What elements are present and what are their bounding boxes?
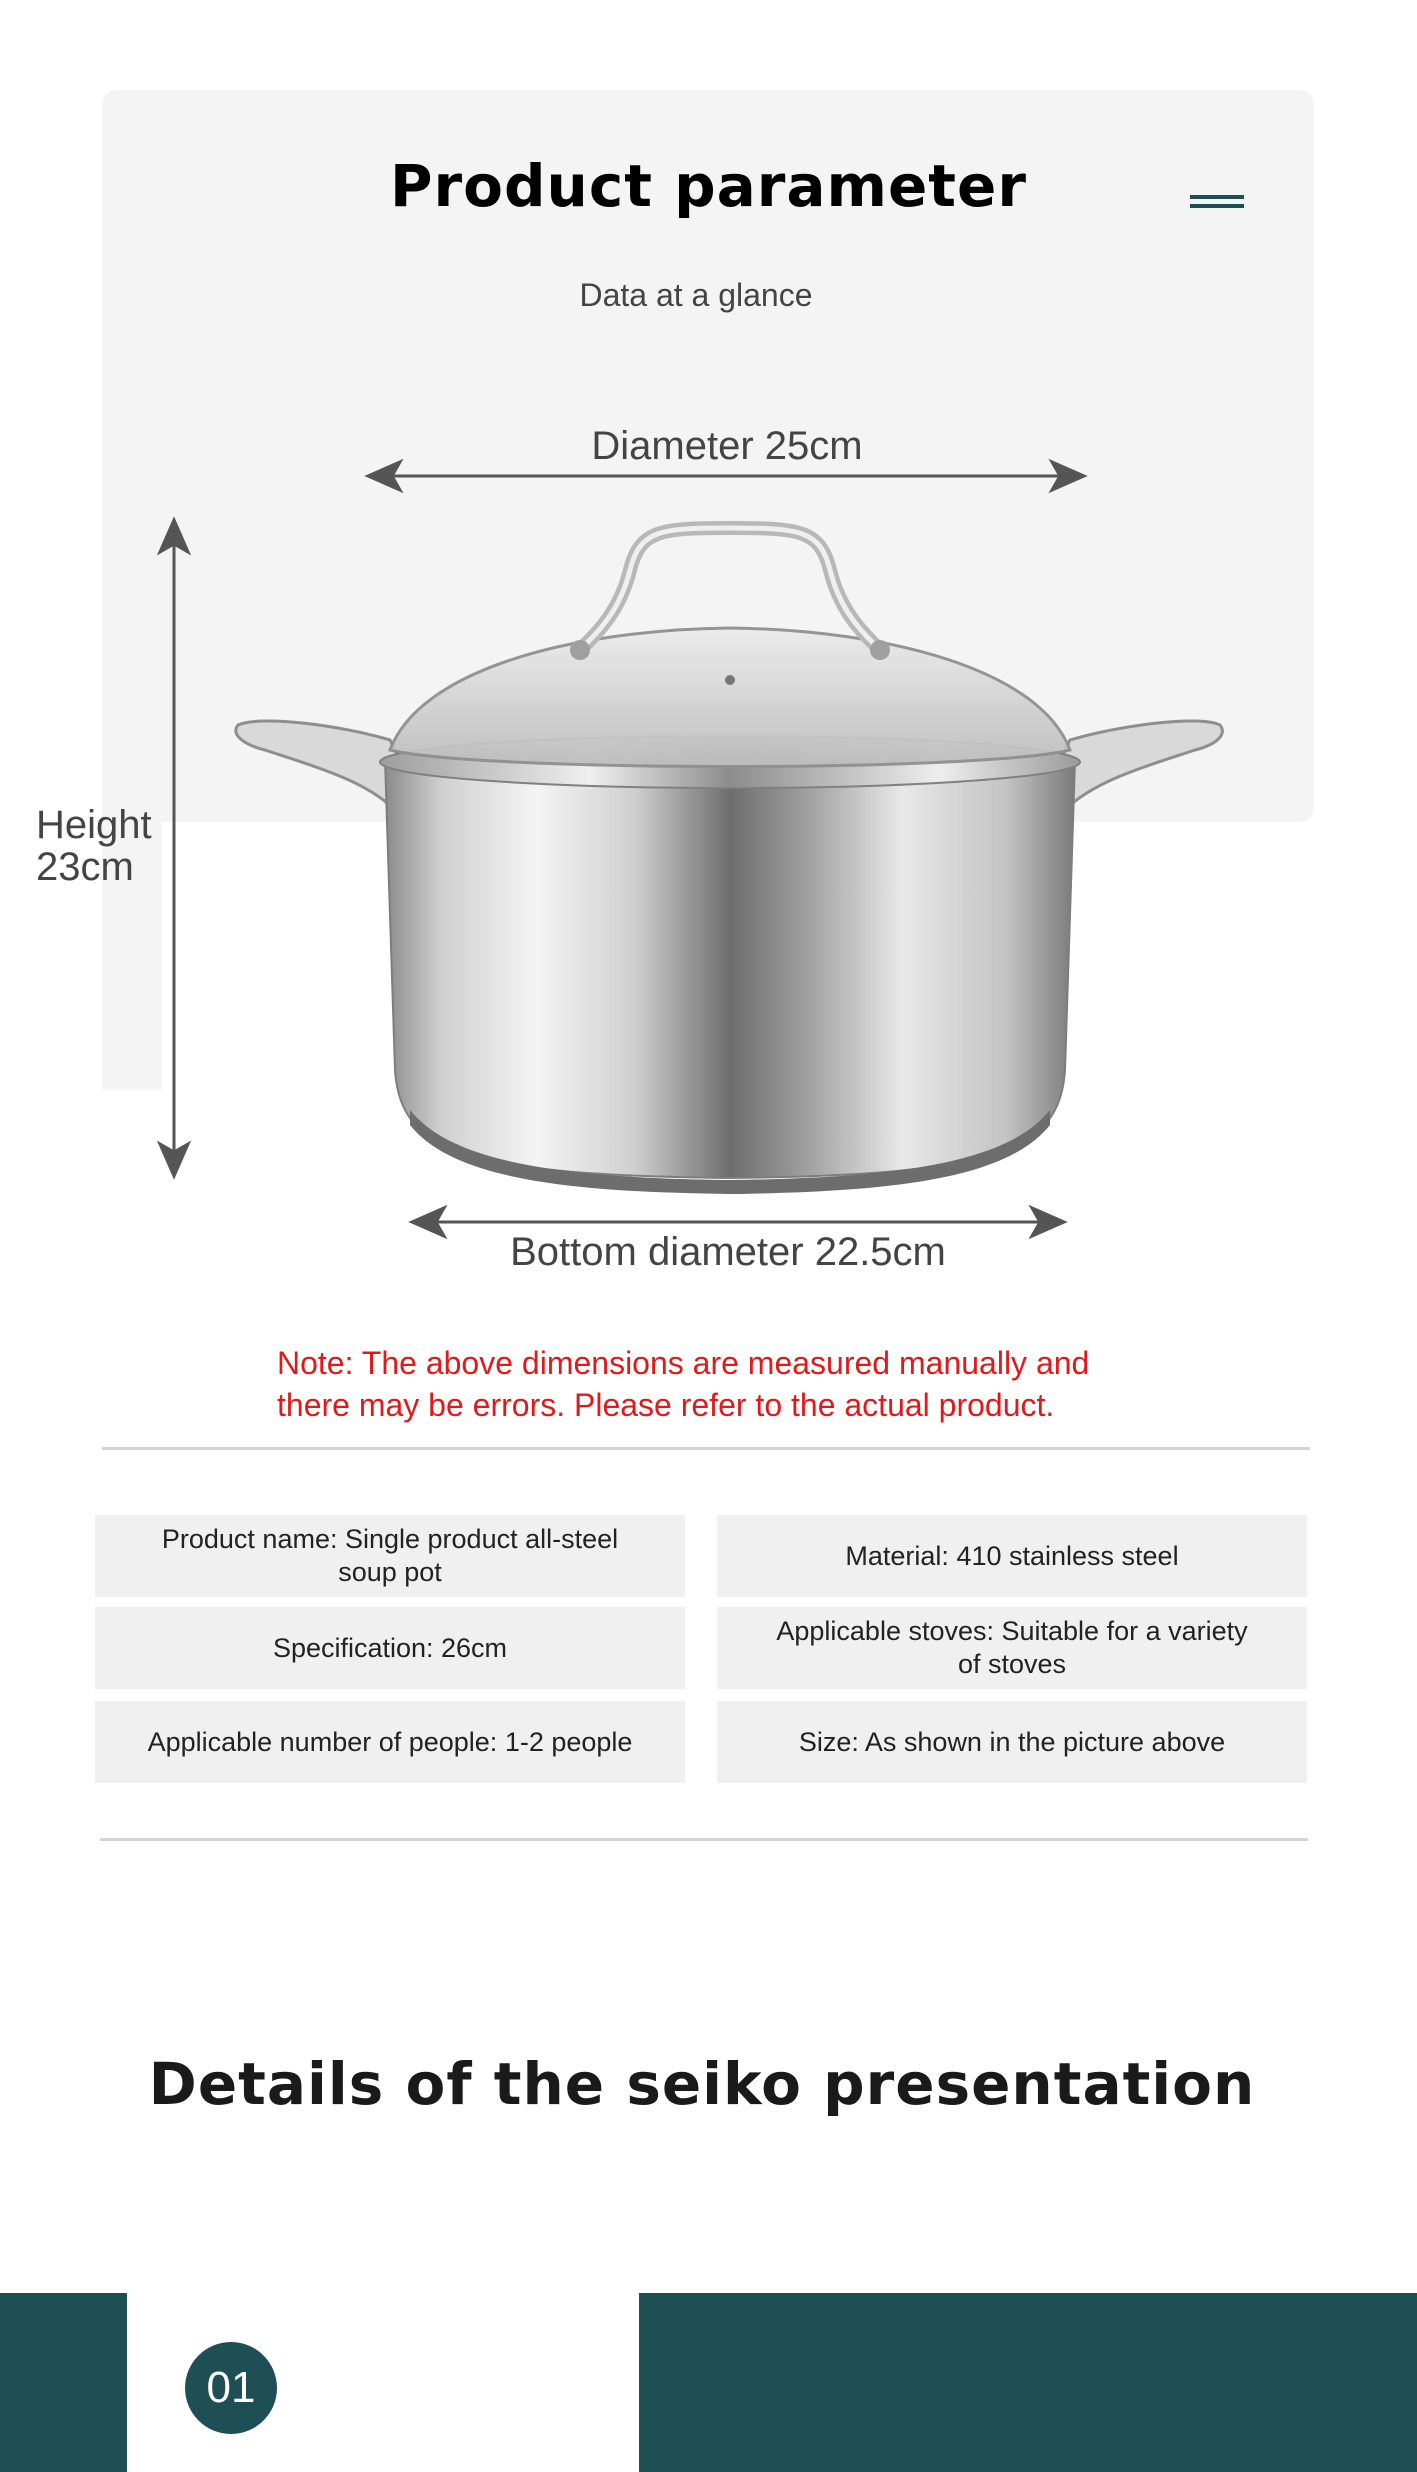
- bottom-diameter-label: Bottom diameter 22.5cm: [510, 1230, 946, 1274]
- note-line1: Note: The above dimensions are measured manually and: [277, 1345, 1090, 1381]
- step-badge: 01: [185, 2342, 277, 2434]
- spec-people: [95, 1701, 685, 1783]
- accent-band-right: [639, 2293, 1417, 2472]
- spec-specification: [95, 1607, 685, 1689]
- height-label-line2: 23cm: [36, 845, 134, 889]
- divider: [100, 1838, 1308, 1841]
- diameter-label: Diameter 25cm: [591, 424, 863, 468]
- height-label-line1: Height: [36, 803, 152, 847]
- spec-people-text: Applicable number of people: 1-2 people: [147, 1726, 633, 1757]
- spec-material: [717, 1515, 1307, 1597]
- spec-size: [717, 1701, 1307, 1783]
- spec-specification-text: Specification: 26cm: [272, 1632, 508, 1663]
- menu-icon[interactable]: [1190, 195, 1244, 217]
- section-title: Details of the seiko presentation: [148, 2050, 1256, 2118]
- spec-size-text: Size: As shown in the picture above: [798, 1726, 1226, 1757]
- note-line2: there may be errors. Please refer to the actual product.: [277, 1387, 1055, 1423]
- page-subtitle: Data at a glance: [579, 277, 813, 313]
- spec-stoves: [717, 1607, 1307, 1689]
- measurement-note: [277, 1342, 1177, 1426]
- spec-product-name: [95, 1515, 685, 1597]
- spec-product-name-line1: Product name: Single product all-steel: [161, 1524, 619, 1554]
- page-title: Product parameter: [390, 152, 1027, 220]
- accent-band-left: [0, 2293, 127, 2472]
- height-label: [36, 804, 152, 888]
- spec-product-name-line2: soup pot: [338, 1557, 442, 1587]
- spec-stoves-line2: of stoves: [957, 1649, 1067, 1679]
- spec-stoves-line1: Applicable stoves: Suitable for a variety: [776, 1616, 1248, 1646]
- divider: [102, 1447, 1310, 1450]
- spec-material-text: Material: 410 stainless steel: [845, 1540, 1179, 1571]
- soup-pot-image: [220, 510, 1240, 1210]
